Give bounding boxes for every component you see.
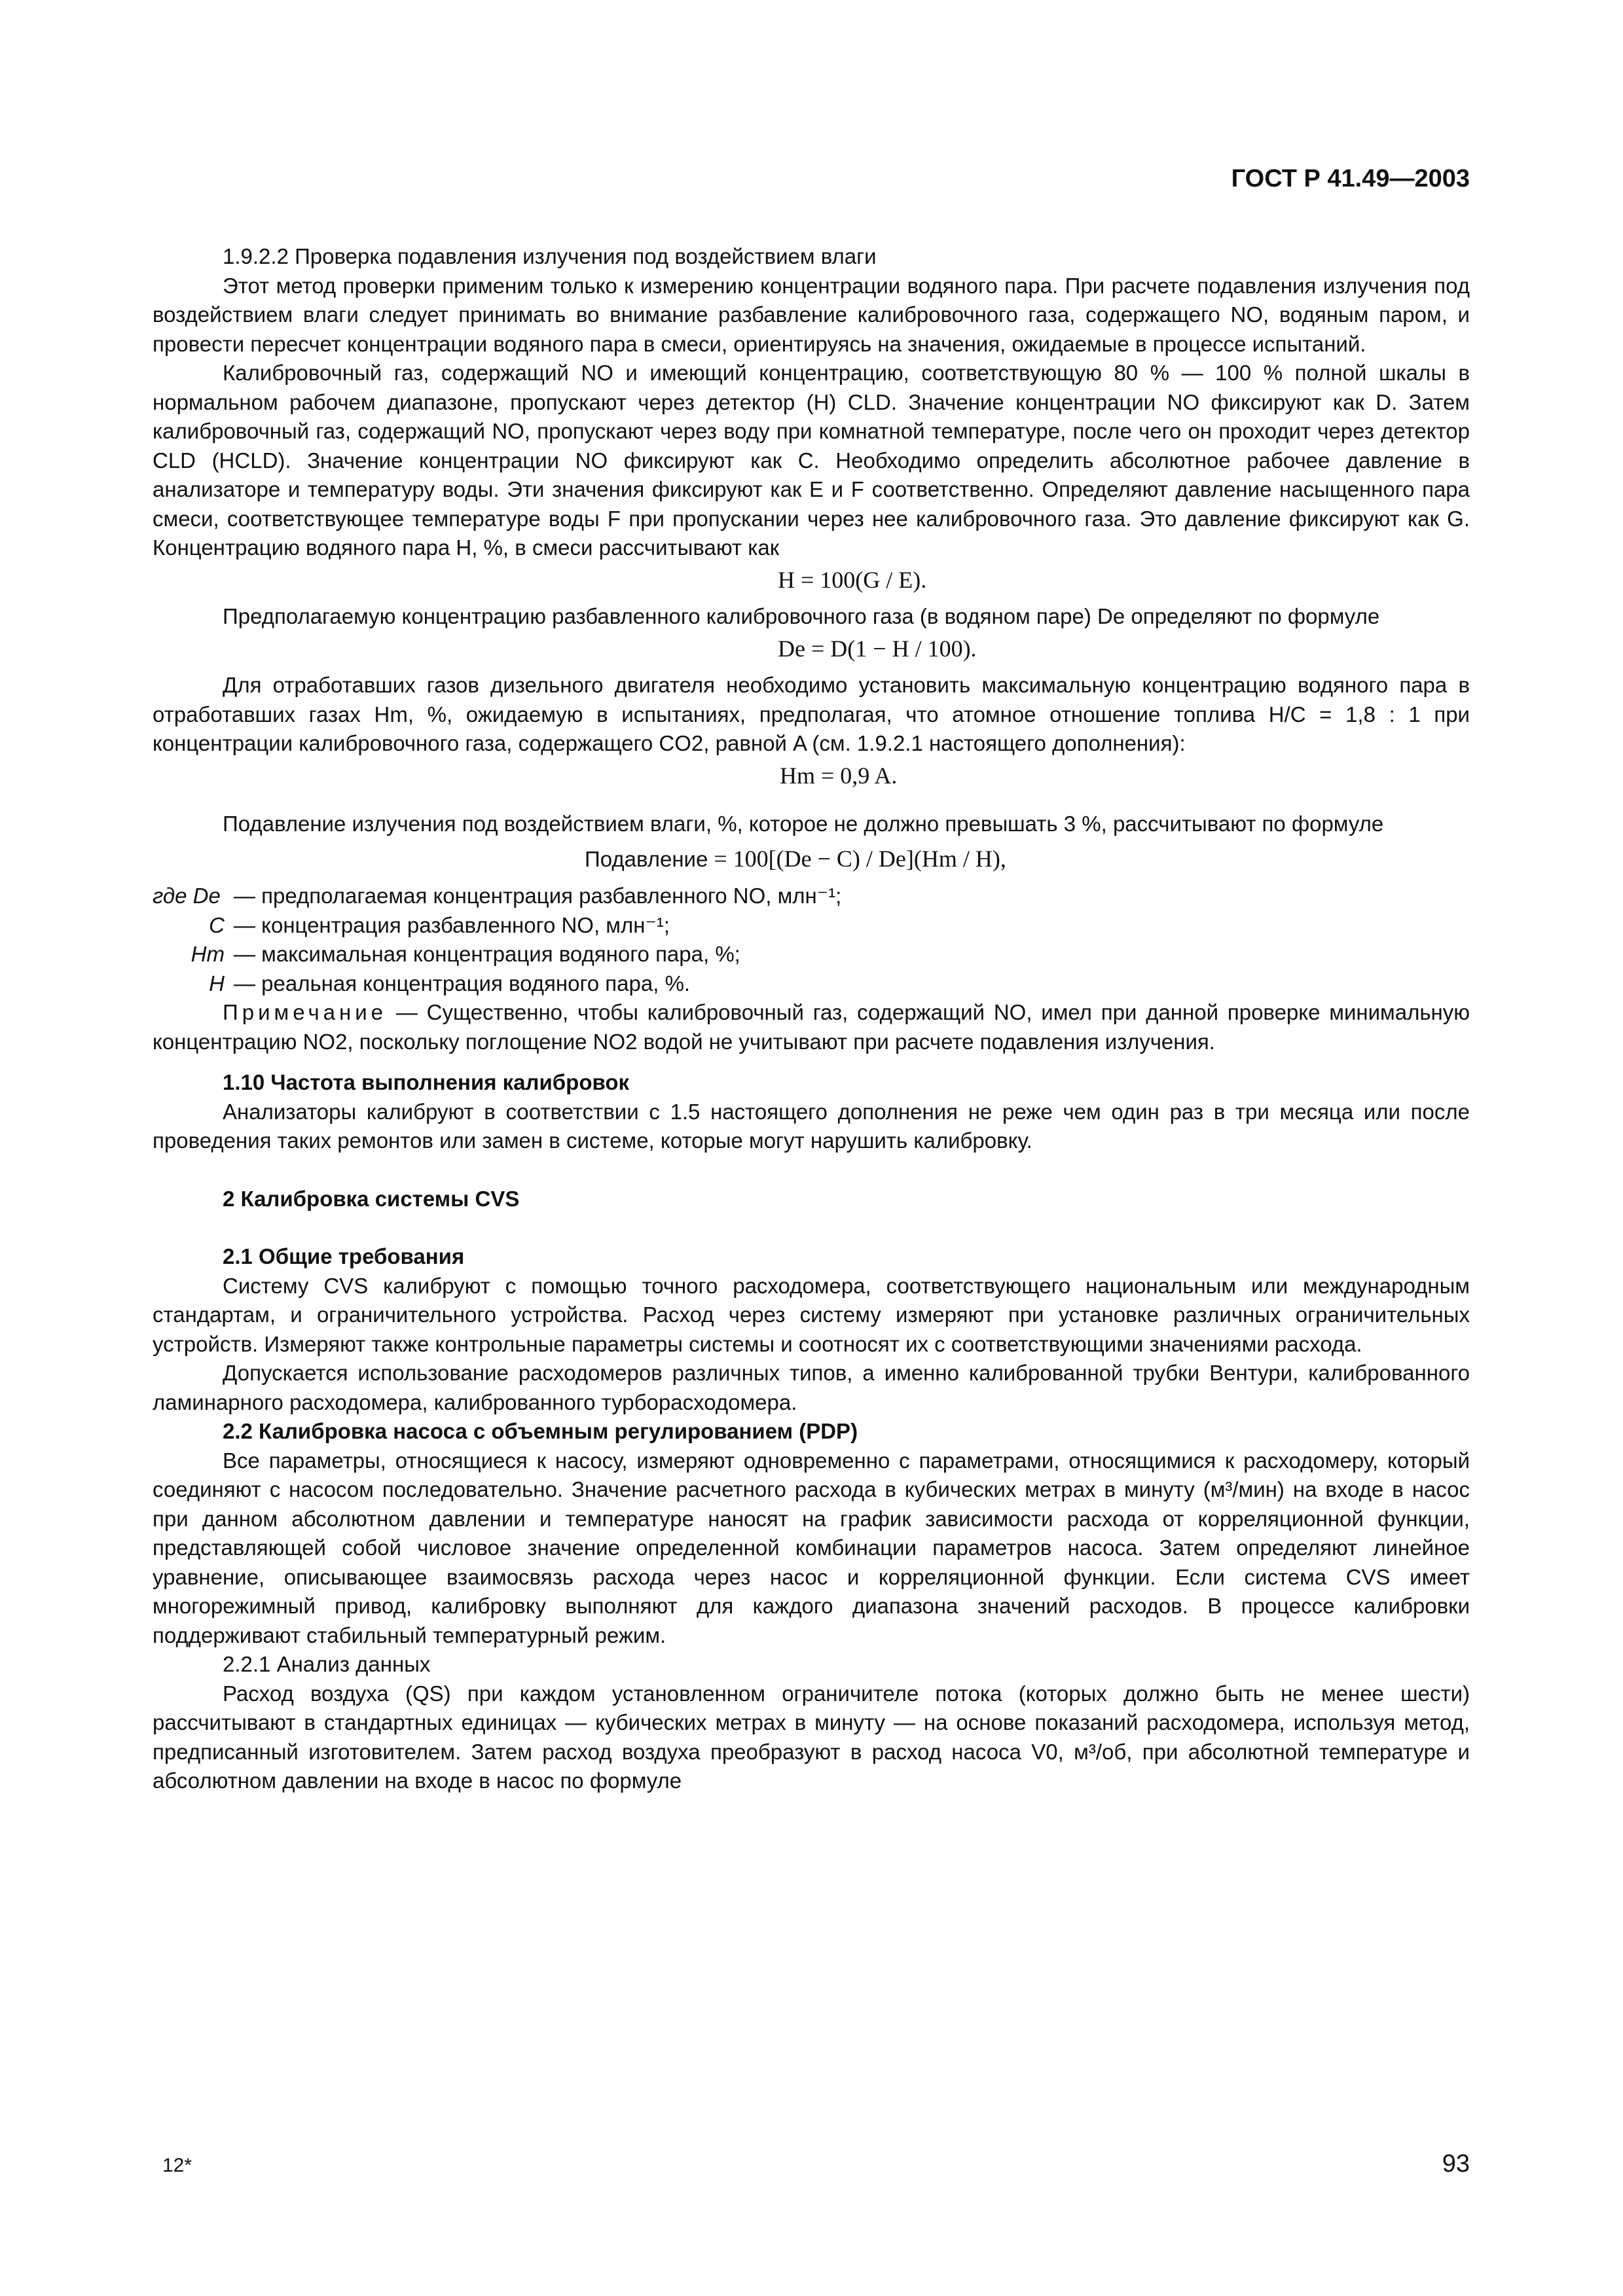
document-body (153, 242, 1470, 1796)
formula-suppression-word: Подавление (585, 846, 708, 871)
formula-de: De = D(1 − H / 100). (778, 635, 977, 662)
footer-page-number: 93 (1442, 2150, 1470, 2178)
definition-symbol: H (209, 971, 225, 996)
note-text: — Существенно, чтобы калибровочный газ, содержащий NO, имел при данной проверке минимальную концентрацию NO2, поскольку поглощение NO2 водой не учитывают при расчете подавления излучения. (153, 1000, 1470, 1054)
symbol-definitions (153, 882, 1470, 998)
definition-row (153, 969, 1470, 999)
definition-text: — предполагаемая концентрация разбавленного NO, млн⁻¹; (234, 884, 842, 908)
section-110-paragraph: Анализаторы калибруют в соответствии с 1.5 настоящего дополнения не реже чем один раз в три месяца или после проведения таких ремонтов или замен в системе, которые могут нарушить калибровку. (153, 1099, 1470, 1153)
definition-text: — реальная концентрация водяного пара, %. (234, 971, 691, 996)
page-header-standard-code: ГОСТ Р 41.49—2003 (1231, 165, 1470, 192)
section-1922-paragraph-1: Этот метод проверки применим только к измерению концентрации водяного пара. При расчете подавления излучения под воздействием влаги следует принимать во внимание разбавление калибровочного газа, содержащего NO, водяным паром, и провести пересчет концентрации водяного пара в смеси, ориентируясь на значения, ожидаемые в процессе испытаний. (153, 273, 1470, 356)
section-221-paragraph: Расход воздуха (QS) при каждом установленном ограничителе потока (которых должно быть не менее шести) рассчитывают в стандартных единицах — кубических метрах в минуту — на основе показаний расходомера, используя метод, предписанный изготовителем. Затем расход воздуха преобразуют в расход насоса V0, м³/об, при абсолютной температуре и абсолютном давлении на входе в насос по формуле (153, 1681, 1470, 1793)
section-21-heading: 2.1 Общие требования (223, 1244, 465, 1268)
section-21-paragraph-2: Допускается использование расходомеров различных типов, а именно калиброванной трубки Вентури, калиброванного ламинарного расходомера, калиброванного турборасходомера. (153, 1361, 1470, 1414)
definition-symbol: Hm (191, 942, 225, 966)
definition-text: — максимальная концентрация водяного пара, %; (234, 942, 740, 966)
note-paragraph (153, 998, 1470, 1056)
section-1922-heading: 1.9.2.2 Проверка подавления излучения под воздействием влаги (223, 244, 877, 268)
section-2-heading: 2 Калибровка системы CVS (223, 1186, 520, 1211)
section-1922-paragraph-2: Калибровочный газ, содержащий NO и имеющий концентрацию, соответствующую 80 % — 100 % полной шкалы в нормальном рабочем диапазоне, пропускают через детектор (H) CLD. Значение концентрации NO фиксируют как D. Затем калибровочный газ, содержащий NO, пропускают через воду при комнатной температуре, после чего он проходит через детектор CLD (HCLD). Значение концентрации NO фиксируют как C. Необходимо определить абсолютное рабочее давление в анализаторе и температуру воды. Эти значения фиксируют как E и F соответственно. Определяют давление насыщенного пара смеси, соответствующее температуре воды F при пропускании через нее калибровочного газа. Это давление фиксируют как G. Концентрацию водяного пара H, %, в смеси рассчитывают как (153, 361, 1470, 560)
section-22-paragraph: Все параметры, относящиеся к насосу, измеряют одновременно с параметрами, относящимися к расходомеру, который соединяют с насосом последовательно. Значение расчетного расхода в кубических метрах в минуту (м³/мин) на входе в насос при данном абсолютном давлении и температуре наносят на график зависимости расхода от корреляционной функции, представляющей собой числовое значение определенной комбинации параметров насоса. Затем определяют линейное уравнение, описывающее взаимосвязь расхода через насос и корреляционной функции. Если система CVS имеет многорежимный привод, калибровку выполняют для каждого диапазона значений расходов. В процессе калибровки поддерживают стабильный температурный режим. (153, 1448, 1470, 1647)
formula-h: H = 100(G / E). (778, 566, 927, 593)
section-22-heading: 2.2 Калибровка насоса с объемным регулированием (PDP) (223, 1419, 858, 1443)
formula-suppression-expression: = 100[(De − C) / De](Hm / H), (714, 845, 1006, 872)
section-1922-paragraph-4: Для отработавших газов дизельного двигателя необходимо установить максимальную концентрацию водяного пара в отработавших газах Hm, %, ожидаемую в испытаниях, предполагая, что атомное отношение топлива H/C = 1,8 : 1 при концентрации калибровочного газа, содержащего CO2, равной A (см. 1.9.2.1 настоящего дополнения): (153, 673, 1470, 755)
section-21-paragraph-1: Систему CVS калибруют с помощью точного расходомера, соответствующего национальным или международным стандартам, и ограничительного устройства. Расход через систему измеряют при установке различных ограничительных устройств. Измеряют также контрольные параметры системы и соотносят их с соответствующими значениями расхода. (153, 1273, 1470, 1356)
formula-suppression (153, 844, 1470, 874)
section-1922-paragraph-3: Предполагаемую концентрацию разбавленного калибровочного газа (в водяном паре) De определяют по формуле (223, 604, 1380, 628)
section-110-heading: 1.10 Частота выполнения калибровок (223, 1070, 630, 1094)
section-1922-paragraph-5: Подавление излучения под воздействием влаги, %, которое не должно превышать 3 %, рассчитывают по формуле (223, 812, 1384, 836)
definition-symbol: C (209, 912, 225, 937)
footer-sheet-mark: 12* (162, 2155, 192, 2176)
definition-row (153, 882, 1470, 911)
definition-text: — концентрация разбавленного NO, млн⁻¹; (234, 912, 670, 937)
formula-hm: Hm = 0,9 A. (780, 762, 898, 789)
definition-row (153, 911, 1470, 941)
definition-row (153, 940, 1470, 969)
document-page (153, 151, 1470, 2258)
definition-symbol: где De (153, 884, 221, 908)
section-221-heading: 2.2.1 Анализ данных (223, 1652, 431, 1676)
note-label: Примечание (223, 1000, 388, 1024)
